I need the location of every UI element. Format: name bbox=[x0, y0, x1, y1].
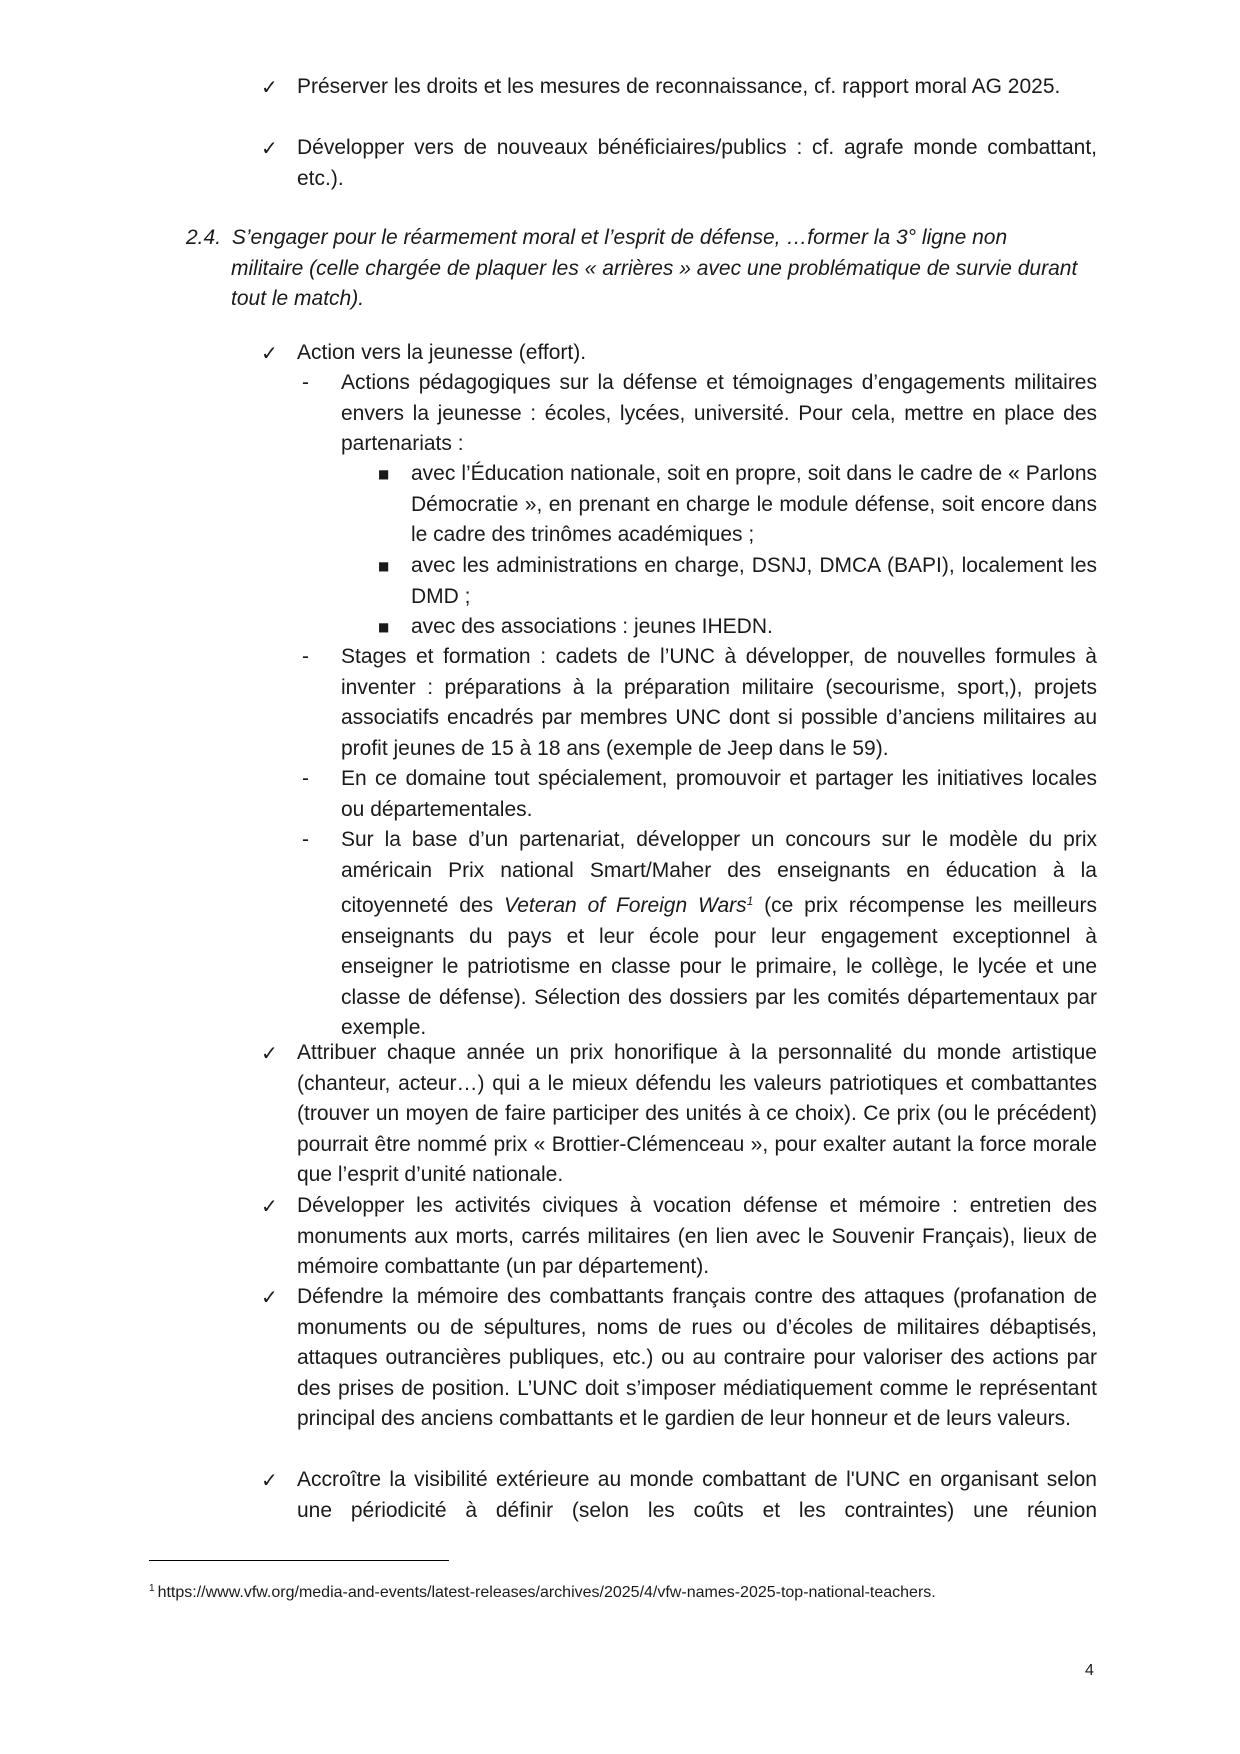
list-item: En ce domaine tout spécialement, promouvoir et partager les initiatives locales ou départementales. bbox=[341, 767, 1097, 821]
list-item: avec l’Éducation nationale, soit en propre, soit dans le cadre de « Parlons Démocratie », en prenant en charge le module défense, soit encore dans le cadre des trinômes académiques ; bbox=[411, 462, 1097, 546]
checkmark-icon: ✓ bbox=[261, 75, 278, 99]
list-item: Stages et formation : cadets de l’UNC à développer, de nouvelles formules à inventer : préparations à la préparation militaire (secourisme, sport,), projets associatifs encadrés par membres UNC dont si possible d’anciens militaires au profit jeunes de 15 à 18 ans (exemple de Jeep dans le 59). bbox=[341, 645, 1097, 760]
checkmark-icon: ✓ bbox=[261, 1285, 278, 1309]
list-item bbox=[341, 825, 1097, 1044]
checkmark-icon: ✓ bbox=[261, 341, 278, 365]
dash-bullet: - bbox=[302, 828, 309, 851]
dash-bullet: - bbox=[302, 767, 309, 790]
footnote-separator bbox=[149, 1560, 449, 1561]
square-bullet-icon: ■ bbox=[378, 559, 390, 573]
square-bullet-icon: ■ bbox=[378, 467, 390, 481]
list-item: Attribuer chaque année un prix honorifique à la personnalité du monde artistique (chanteur, acteur…) qui a le mieux défendu les valeurs patriotiques et combattantes (trouver un moyen de faire participer des unités à ce choix). Ce prix (ou le précédent) pourrait être nommé prix « Brottier-Clémenceau », pour exalter autant la force morale que l’esprit d’unité nationale. bbox=[297, 1041, 1097, 1186]
section-title-rest: militaire (celle chargée de plaquer les « arrières » avec une problématique de survie durant tout le match). bbox=[231, 256, 1078, 310]
footnote bbox=[149, 1576, 1079, 1605]
vfw-name: Veteran of Foreign Wars bbox=[503, 894, 747, 917]
footnote-link[interactable]: https://www.vfw.org/media-and-events/latest-releases/archives/2025/4/vfw-names-2025-top-national-teachers. bbox=[157, 1584, 936, 1601]
checkmark-icon: ✓ bbox=[261, 136, 278, 160]
list-item: avec des associations : jeunes IHEDN. bbox=[411, 615, 773, 638]
contest-text-rest: (ce prix récompense les meilleurs enseignants du pays et leur école pour leur engagement exceptionnel à enseigner le patriotisme en classe pour le primaire, le collège, le lycée et une classe de défense). Sélection des dossiers par les comités départementaux par exemple. bbox=[341, 894, 1097, 1039]
footnote-reference: 1 bbox=[746, 894, 754, 908]
list-item: Défendre la mémoire des combattants français contre des attaques (profanation de monuments ou de sépultures, noms de rues ou d’écoles de militaires débaptisés, attaques outrancières publiques, etc.) ou au contraire pour valoriser des actions par des prises de position. L’UNC doit s’imposer médiatiquement comme le représentant principal des anciens combattants et le gardien de leur honneur et de leurs valeurs. bbox=[297, 1285, 1097, 1430]
list-item: avec les administrations en charge, DSNJ, DMCA (BAPI), localement les DMD ; bbox=[411, 554, 1097, 608]
dash-bullet: - bbox=[302, 645, 309, 668]
section-title-line1: S’engager pour le réarmement moral et l’esprit de défense, …former la 3° ligne non bbox=[231, 226, 1008, 249]
list-item: Développer vers de nouveaux bénéficiaires/publics : cf. agrafe monde combattant, etc.). bbox=[297, 136, 1097, 190]
list-item: Développer les activités civiques à vocation défense et mémoire : entretien des monuments aux morts, carrés militaires (en lien avec le Souvenir Français), lieux de mémoire combattante (un par département). bbox=[297, 1194, 1097, 1278]
list-item: Action vers la jeunesse (effort). bbox=[297, 341, 587, 364]
checkmark-icon: ✓ bbox=[261, 1041, 278, 1065]
section-heading bbox=[186, 223, 1096, 315]
square-bullet-icon: ■ bbox=[378, 620, 390, 634]
checkmark-icon: ✓ bbox=[261, 1194, 278, 1218]
list-item: Actions pédagogiques sur la défense et témoignages d’engagements militaires envers la jeunesse : écoles, lycées, université. Pour cela, mettre en place des partenariats : bbox=[341, 371, 1097, 455]
list-item: Préserver les droits et les mesures de reconnaissance, cf. rapport moral AG 2025. bbox=[297, 75, 1061, 98]
list-item: Accroître la visibilité extérieure au monde combattant de l'UNC en organisant selon une périodicité à définir (selon les coûts et les contraintes) une réunion bbox=[297, 1468, 1097, 1522]
dash-bullet: - bbox=[302, 371, 309, 394]
checkmark-icon: ✓ bbox=[261, 1468, 278, 1492]
page-number: 4 bbox=[1085, 1662, 1094, 1679]
footnote-number: 1 bbox=[149, 1583, 155, 1594]
section-number: 2.4. bbox=[186, 226, 222, 249]
contest-text: Sur la base d’un partenariat, développer un concours sur le modèle du prix américain Prix national Smart/Maher des enseignants en éducation à la citoyenneté des bbox=[341, 828, 1097, 917]
